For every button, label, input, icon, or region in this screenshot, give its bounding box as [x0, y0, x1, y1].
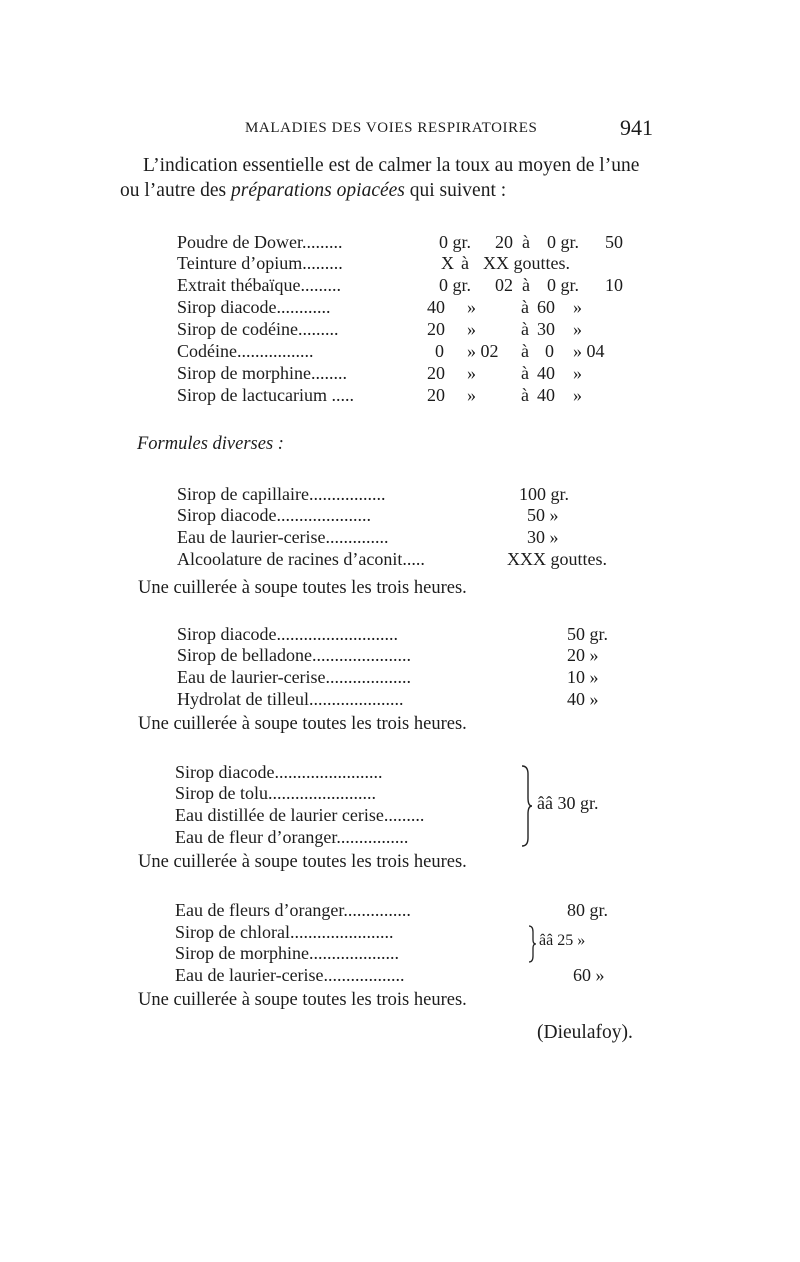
formula-block-2	[177, 624, 637, 716]
table-row	[177, 385, 647, 409]
ingredient-name: Eau de laurier-cerise...................	[177, 667, 412, 687]
dose-min: 0 gr.	[439, 232, 472, 252]
dose-max-dec: »	[573, 363, 582, 383]
dosage-instruction: Une cuillerée à soupe toutes les trois heures.	[138, 578, 467, 598]
table-row	[177, 341, 647, 365]
ingredient-qty: 20 »	[567, 645, 599, 665]
dose-min: 20	[427, 319, 445, 339]
formula-block-3	[175, 762, 635, 854]
formula-block-1	[177, 484, 637, 576]
intro-text: ou l’autre des	[120, 180, 232, 201]
ingredient-qty: 80 gr.	[567, 900, 609, 920]
ingredient-name: Sirop diacode...........................	[177, 624, 398, 644]
dose-max: 40	[537, 363, 555, 383]
ingredient-name: Sirop de capillaire.................	[177, 484, 386, 504]
dosage-instruction: Une cuillerée à soupe toutes les trois heures.	[138, 990, 467, 1010]
preparation-name: Sirop de morphine........	[177, 363, 347, 383]
ingredient-name: Sirop de belladone......................	[177, 645, 411, 665]
dose-max-dec: »	[573, 319, 582, 339]
dose-max-dec: »	[573, 385, 582, 405]
ingredient-name: Eau de laurier-cerise..................	[175, 965, 405, 985]
list-item	[177, 667, 637, 691]
dose-min: 40	[427, 297, 445, 317]
dosage-instruction: Une cuillerée à soupe toutes les trois heures.	[138, 852, 467, 872]
ingredient-name: Eau de laurier-cerise..............	[177, 527, 389, 547]
list-item	[177, 645, 637, 669]
dose-max: 0	[545, 341, 554, 361]
ingredient-name: Eau distillée de laurier cerise.........	[175, 805, 425, 825]
dose-max: XX gouttes.	[483, 253, 570, 273]
dose-to: à	[521, 363, 529, 383]
dose-to: à	[521, 319, 529, 339]
intro-line-2	[120, 180, 506, 202]
intro-text-end: qui suivent :	[404, 180, 507, 201]
page-number: 941	[620, 115, 653, 140]
ingredient-name: Sirop de morphine....................	[175, 943, 399, 963]
group-qty: ââ 30 gr.	[537, 793, 599, 813]
ingredient-name: Alcoolature de racines d’aconit.....	[177, 549, 425, 569]
dose-to: à	[522, 232, 530, 252]
dose-max: 40	[537, 385, 555, 405]
preparation-name: Sirop de lactucarium .....	[177, 385, 354, 405]
list-item	[177, 505, 637, 529]
curly-brace-icon	[527, 924, 537, 964]
table-row	[177, 297, 647, 321]
preparation-name: Poudre de Dower.........	[177, 232, 343, 252]
table-row	[177, 319, 647, 343]
ingredient-qty: 10 »	[567, 667, 599, 687]
intro-emphasis: préparations opiacées	[231, 180, 405, 201]
list-item	[177, 689, 637, 713]
table-row	[177, 275, 647, 299]
dose-max: 60	[537, 297, 555, 317]
list-item	[177, 549, 637, 573]
intro-line-1: L’indication essentielle est de calmer la toux au moyen de l’une	[143, 155, 640, 176]
dose-to: à	[521, 341, 529, 361]
ingredient-qty: 50 gr.	[567, 624, 609, 644]
dose-max: 0 gr.	[547, 232, 580, 252]
dose-max-dec: » 04	[573, 341, 605, 361]
list-item	[177, 527, 637, 551]
preparation-name: Extrait thébaïque.........	[177, 275, 341, 295]
dose-max-dec: »	[573, 297, 582, 317]
running-title: MALADIES DES VOIES RESPIRATOIRES	[245, 120, 538, 136]
dose-to: à	[521, 385, 529, 405]
ingredient-qty: 40 »	[567, 689, 599, 709]
ingredient-name: Eau de fleurs d’oranger...............	[175, 900, 411, 920]
dose-min: 0	[435, 341, 444, 361]
dose-min-dec: »	[467, 297, 476, 317]
dose-max-dec: 50	[605, 232, 623, 252]
list-item	[175, 965, 635, 989]
dose-min-dec: »	[467, 385, 476, 405]
opiate-dosage-table	[177, 232, 657, 432]
ingredient-name: Sirop diacode.....................	[177, 505, 371, 525]
ingredient-qty: 30 »	[527, 527, 559, 547]
dose-to: à	[521, 297, 529, 317]
dose-min-dec: »	[467, 319, 476, 339]
ingredient-qty: 60 »	[573, 965, 605, 985]
preparation-name: Teinture d’opium.........	[177, 253, 343, 273]
dose-max: 30	[537, 319, 555, 339]
dose-max: 0 gr.	[547, 275, 580, 295]
ingredient-name: Eau de fleur d’oranger................	[175, 827, 409, 847]
ingredient-name: Sirop de chloral.......................	[175, 922, 394, 942]
dose-to: à	[522, 275, 530, 295]
dose-min: 20	[427, 385, 445, 405]
list-item	[175, 900, 635, 924]
dose-min: 0 gr.	[439, 275, 472, 295]
dose-min-dec: » 02	[467, 341, 499, 361]
preparation-name: Sirop de codéine.........	[177, 319, 339, 339]
table-row	[177, 363, 647, 387]
ingredient-qty: 100 gr.	[519, 484, 570, 504]
dose-min-dec: 02	[495, 275, 513, 295]
ingredient-name: Hydrolat de tilleul.....................	[177, 689, 404, 709]
dose-min: X	[441, 253, 454, 273]
group-qty: ââ 25 »	[539, 932, 586, 949]
dose-min-dec: »	[467, 363, 476, 383]
formula-block-4	[175, 900, 635, 992]
ingredient-name: Sirop diacode........................	[175, 762, 383, 782]
dosage-instruction: Une cuillerée à soupe toutes les trois heures.	[138, 714, 467, 734]
curly-brace-icon	[519, 764, 533, 848]
table-row	[177, 253, 647, 277]
attribution: (Dieulafoy).	[537, 1022, 633, 1043]
running-header	[0, 115, 800, 142]
preparation-name: Sirop diacode............	[177, 297, 331, 317]
ingredient-qty: 50 »	[527, 505, 559, 525]
dose-min-dec: 20	[495, 232, 513, 252]
dose-max-dec: 10	[605, 275, 623, 295]
preparation-name: Codéine.................	[177, 341, 314, 361]
dose-to: à	[461, 253, 469, 273]
section-heading: Formules diverses :	[137, 434, 284, 454]
dose-min: 20	[427, 363, 445, 383]
ingredient-qty: XXX gouttes.	[507, 549, 607, 569]
ingredient-name: Sirop de tolu........................	[175, 783, 376, 803]
